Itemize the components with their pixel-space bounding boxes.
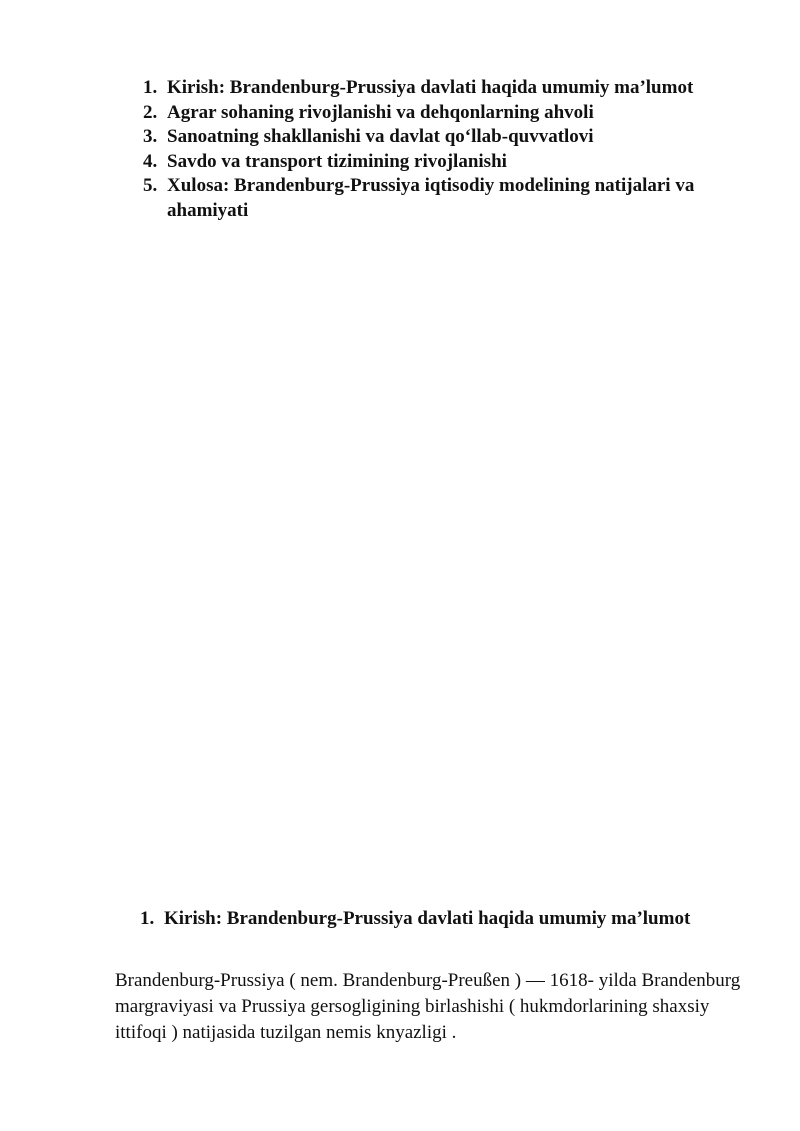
- table-of-contents: [143, 76, 753, 223]
- toc-item-text: Xulosa: Brandenburg-Prussiya iqtisodiy modelining natijalari va ahamiyati: [167, 175, 695, 221]
- toc-item: [143, 101, 753, 126]
- toc-item-text: Savdo va transport tizimining rivojlanishi: [167, 150, 507, 172]
- toc-item-number: 5.: [143, 175, 158, 196]
- toc-item: [143, 150, 753, 175]
- toc-item: [143, 76, 753, 101]
- toc-item-text: Sanoatning shakllanishi va davlat qo‘llab-quvvatlovi: [167, 126, 594, 147]
- toc-item-number: 1.: [143, 77, 158, 98]
- toc-item: [143, 174, 753, 223]
- section-title: Kirish: Brandenburg-Prussiya davlati haqida umumiy ma’lumot: [164, 908, 691, 929]
- section-heading: [140, 906, 724, 932]
- toc-item: [143, 125, 753, 150]
- toc-item-number: 2.: [143, 101, 158, 123]
- toc-item-number: 3.: [143, 126, 158, 147]
- body-paragraph: Brandenburg-Prussiya ( nem. Brandenburg-Preußen ) — 1618- yilda Brandenburg margraviyasi va Prussiya gersogligining birlashishi ( hukmdorlarining shaxsiy ittifoqi ) natijasida tuzilgan nemis knyazligi .: [115, 970, 741, 1043]
- toc-item-text: Kirish: Brandenburg-Prussiya davlati haqida umumiy ma’lumot: [167, 77, 694, 98]
- section-number: 1.: [140, 908, 155, 929]
- toc-item-text: Agrar sohaning rivojlanishi va dehqonlarning ahvoli: [167, 101, 594, 123]
- toc-item-number: 4.: [143, 150, 158, 172]
